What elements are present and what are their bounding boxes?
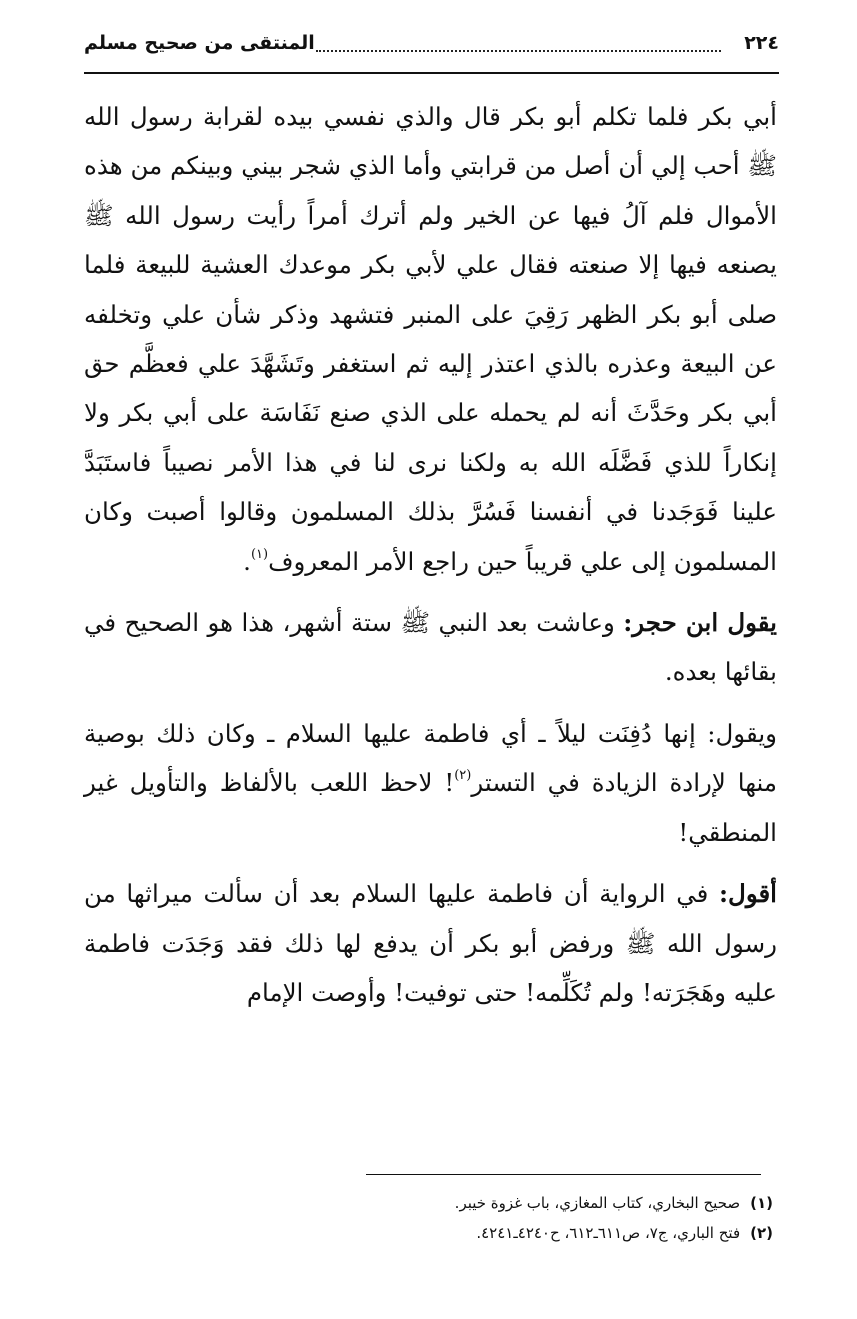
paragraph-burial-text-a: ويقول: إنها دُفِنَت ليلاً ـ أي فاطمة عليها السلام ـ وكان ذلك بوصية منها لإرادة الزيادة في التستر: [84, 718, 778, 798]
footnote-2: [84, 1218, 773, 1248]
paragraph-ibn-hajar-lead: يقول ابن حجر:: [623, 608, 777, 638]
footnote-separator: [366, 1174, 761, 1175]
paragraph-author-comment: [84, 869, 777, 1017]
paragraph-ibn-hajar: [84, 598, 777, 697]
footnotes: [84, 1188, 773, 1248]
running-title: المنتقى من صحيح مسلم: [84, 32, 315, 54]
paragraph-author-comment-lead: أقول:: [718, 879, 777, 909]
paragraph-ibn-hajar-text: وعاشت بعد النبي ﷺ ستة أشهر، هذا هو الصحيح في بقائها بعده.: [84, 608, 777, 687]
paragraph-burial-text-b: ! لاحظ اللعب بالألفاظ والتأويل غير المنطقي!: [84, 768, 777, 847]
page-header: [84, 28, 779, 64]
paragraph-hadith: أبي بكر فلما تكلم أبو بكر قال والذي نفسي بيده لقرابة رسول الله ﷺ أحب إلي أن أصل من قرابتي وأما الذي شجر بيني وبينكم من هذه الأموال فلم آلُ فيها عن الخير ولم أترك أمراً رأيت رسول الله ﷺ يصنعه فيها إلا صنعته فقال علي لأبي بكر موعدك العشية للبيعة فلما صلى أبو بكر الظهر رَقِيَ على المنبر فتشهد وذكر شأن علي وتخلفه عن البيعة وعذره بالذي اعتذر إليه ثم استغفر وتَشَهَّدَ علي فعظَّم حق أبي بكر وحَدَّثَ أنه لم يحمله على الذي صنع نَفَاسَة على أبي بكر ولا إنكاراً للذي فَضَّلَه الله به ولكنا نرى لنا في هذا الأمر نصيباً فاستَبَدَّ علينا فَوَجَدنا في أنفسنا فَسُرَّ بذلك المسلمون وقالوا أصبت وكان المسلمون إلى علي قريباً حين راجع الأمر المعروف$^{(١)}$.: [84, 102, 777, 576]
main-text: [84, 92, 777, 1029]
page-number: ٢٢٤: [744, 32, 779, 54]
paragraph-burial: [84, 709, 777, 857]
footnote-2-text: فتح الباري، ج٧، ص٦١١ـ٦١٢، ح٤٢٤٠ـ٤٢٤١.: [476, 1224, 741, 1242]
footnote-1: [84, 1188, 773, 1218]
paragraph-author-comment-text: في الرواية أن فاطمة عليها السلام بعد أن سألت ميراثها من رسول الله ﷺ ورفض أبو بكر أن يدفع لها ذلك فقد وَجَدَت فاطمة عليه وهَجَرَته! ولم تُكَلِّمه! حتى توفيت! وأوصت الإمام: [84, 879, 777, 1007]
footnote-1-text: صحيح البخاري، كتاب المغازي، باب غزوة خيبر.: [454, 1194, 741, 1212]
footnote-ref-2[interactable]: (٢): [454, 768, 472, 784]
header-rule: [84, 72, 779, 74]
footnote-2-number: (٢): [750, 1224, 773, 1242]
footnote-1-number: (١): [750, 1194, 773, 1212]
paragraph-hadith-text: أبي بكر فلما تكلم أبو بكر قال والذي نفسي بيده لقرابة رسول الله ﷺ أحب إلي أن أصل من قرابتي وأما الذي شجر بيني وبينكم من هذه الأموال فلم آلُ فيها عن الخير ولم أترك أمراً رأيت رسول الله ﷺ يصنعه فيها إلا صنعته فقال علي لأبي بكر موعدك العشية للبيعة فلما صلى أبو بكر الظهر رَقِيَ على المنبر فتشهد وذكر شأن علي وتخلفه عن البيعة وعذره بالذي اعتذر إليه ثم استغفر وتَشَهَّدَ علي فعظَّم حق أبي بكر وحَدَّثَ أنه لم يحمله على الذي صنع نَفَاسَة على أبي بكر ولا إنكاراً للذي فَضَّلَه الله به ولكنا نرى لنا في هذا الأمر نصيباً فاستَبَدَّ علينا فَوَجَدنا في أنفسنا فَسُرَّ بذلك المسلمون وقالوا أصبت وكان المسلمون إلى علي قريباً حين راجع الأمر المعروف: [84, 102, 777, 576]
footnote-ref-1[interactable]: (١): [250, 546, 269, 562]
header-dot-leader: [316, 50, 721, 52]
